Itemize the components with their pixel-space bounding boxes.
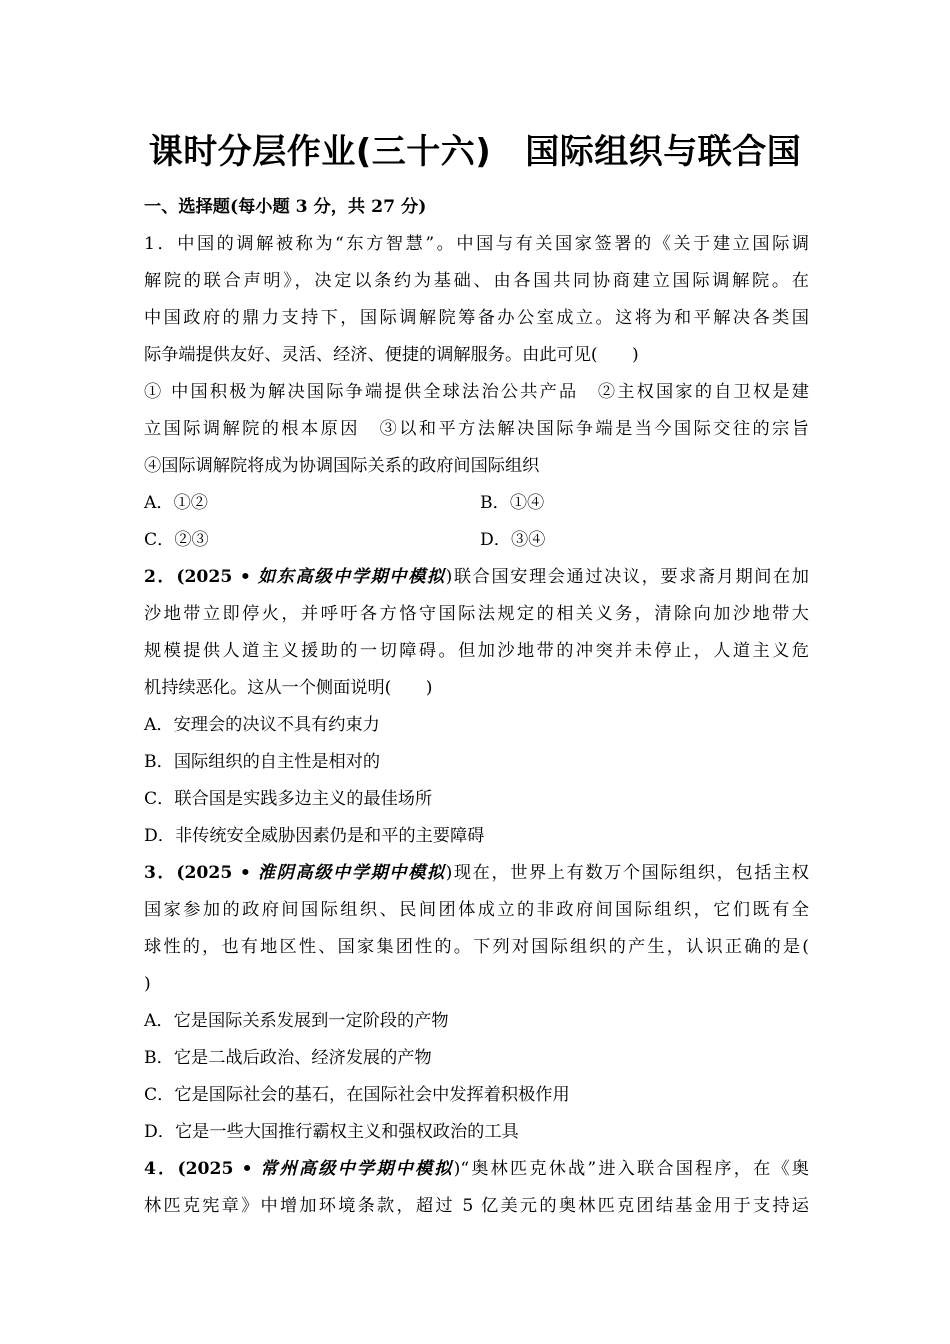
q4-text-start: )“奥林匹克休战”进入联合国程序，在《奥: [453, 1159, 809, 1179]
q3-text-line: [144, 857, 809, 889]
q2-option-c[interactable]: C．联合国是实践多边主义的最佳场所: [144, 789, 433, 809]
q2-text-line: 沙地带立即停火，并呼吁各方恪守国际法规定的相关义务，清除向加沙地带大: [144, 604, 809, 624]
q4-text-line: 林匹克宪章》中增加环境条款，超过 5 亿美元的奥林匹克团结基金用于支持运: [144, 1196, 809, 1216]
q2-option-d[interactable]: D．非传统安全威胁因素仍是和平的主要障碍: [144, 826, 485, 846]
q3-text-line: ): [144, 974, 151, 994]
q1-statement-line: 立国际调解院的根本原因 ③以和平方法解决国际争端是当今国际交往的宗旨: [144, 419, 809, 439]
q2-text-line: 机持续恶化。这从一个侧面说明( ): [144, 678, 433, 698]
q3-number: 3．(2025 •: [144, 863, 251, 883]
q2-option-a[interactable]: A．安理会的决议不具有约束力: [144, 715, 380, 735]
q1-statement-line: ① 中国积极为解决国际争端提供全球法治公共产品 ②主权国家的自卫权是建: [144, 382, 809, 402]
q1-option-b[interactable]: B．①④: [480, 493, 545, 513]
q2-number: 2．(2025 •: [144, 567, 251, 587]
q3-text-line: 球性的，也有地区性、国家集团性的。下列对国际组织的产生，认识正确的是(: [144, 937, 809, 957]
title-topic: 国际组织与联合国: [525, 132, 802, 172]
q1-statement-line: ④国际调解院将成为协调国际关系的政府间国际组织: [144, 456, 540, 476]
q3-source: 淮阴高级中学期中模拟: [257, 863, 446, 883]
q4-source: 常州高级中学期中模拟: [260, 1159, 454, 1179]
q1-option-c[interactable]: C．②③: [144, 530, 209, 550]
q3-text-line: 国家参加的政府间国际组织、民间团体成立的非政府间国际组织，它们既有全: [144, 900, 809, 920]
q2-text-line: [144, 561, 809, 593]
q1-text-line: 中国政府的鼎力支持下，国际调解院筹备办公室成立。这将为和平解决各类国: [144, 308, 809, 328]
q4-number: 4．(2025 •: [144, 1159, 253, 1179]
q4-text-line: [144, 1153, 809, 1185]
q3-text-start: )现在，世界上有数万个国际组织，包括主权: [445, 863, 809, 883]
title-main: 课时分层作业(三十六): [148, 132, 492, 172]
q2-text-line: 规模提供人道主义援助的一切障碍。但加沙地带的冲突并未停止，人道主义危: [144, 641, 809, 661]
q1-text-line: 解院的联合声明》，决定以条约为基础、由各国共同协商建立国际调解院。在: [144, 271, 809, 291]
q3-option-c[interactable]: C．它是国际社会的基石，在国际社会中发挥着积极作用: [144, 1085, 570, 1105]
q3-option-d[interactable]: D．它是一些大国推行霸权主义和强权政治的工具: [144, 1122, 519, 1142]
q1-text-line: 1．中国的调解被称为“东方智慧”。中国与有关国家签署的《关于建立国际调: [144, 234, 809, 254]
q3-option-a[interactable]: A．它是国际关系发展到一定阶段的产物: [144, 1011, 449, 1031]
page-title: [0, 124, 950, 173]
q2-option-b[interactable]: B．国际组织的自主性是相对的: [144, 752, 381, 772]
q1-option-a[interactable]: A．①②: [144, 493, 208, 513]
q1-text-line: 际争端提供友好、灵活、经济、便捷的调解服务。由此可见( ): [144, 345, 639, 365]
section-heading: 一、选择题(每小题 3 分，共 27 分): [144, 197, 427, 217]
q1-options-row: [144, 487, 809, 519]
q2-source: 如东高级中学期中模拟: [257, 567, 446, 587]
q1-option-d[interactable]: D．③④: [480, 530, 546, 550]
q2-text-start: )联合国安理会通过决议，要求斋月期间在加: [445, 567, 809, 587]
q1-options-row: [144, 524, 809, 556]
q3-option-b[interactable]: B．它是二战后政治、经济发展的产物: [144, 1048, 432, 1068]
